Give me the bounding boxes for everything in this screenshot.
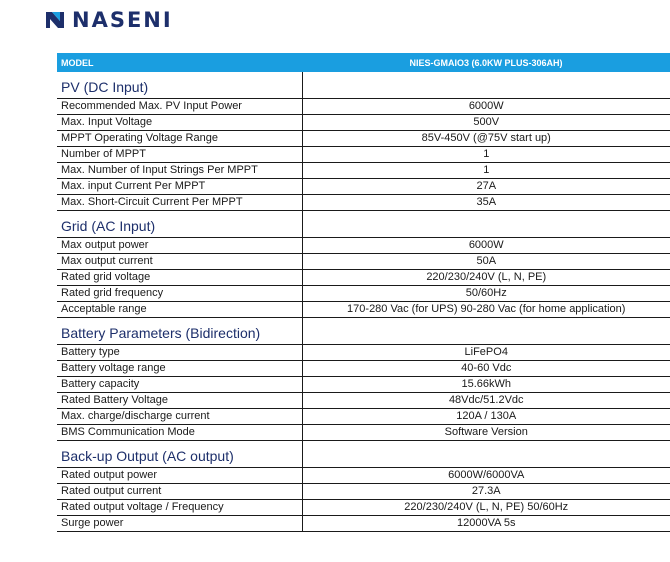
spec-label: Acceptable range: [57, 302, 302, 318]
spec-value: 48Vdc/51.2Vdc: [302, 393, 670, 409]
table-row: [57, 147, 670, 163]
table-row: [57, 468, 670, 484]
table-row: [57, 254, 670, 270]
spec-label: Battery type: [57, 345, 302, 361]
table-row: [57, 425, 670, 441]
spec-label: Battery capacity: [57, 377, 302, 393]
table-row: [57, 238, 670, 254]
spec-value: 220/230/240V (L, N, PE) 50/60Hz: [302, 500, 670, 516]
spec-label: Rated output power: [57, 468, 302, 484]
spec-value: LiFePO4: [302, 345, 670, 361]
spec-label: Number of MPPT: [57, 147, 302, 163]
spec-label: Rated output voltage / Frequency: [57, 500, 302, 516]
section-title-spacer: [302, 318, 670, 345]
section-title-spacer: [302, 211, 670, 238]
table-header-row: [57, 53, 670, 72]
spec-value: 40-60 Vdc: [302, 361, 670, 377]
spec-label: Max. charge/discharge current: [57, 409, 302, 425]
table-row: [57, 393, 670, 409]
naseni-logo-icon: [44, 9, 66, 31]
table-row: [57, 195, 670, 211]
spec-value: 120A / 130A: [302, 409, 670, 425]
spec-value: 27A: [302, 179, 670, 195]
spec-value: 35A: [302, 195, 670, 211]
table-row: [57, 500, 670, 516]
spec-value: 1: [302, 163, 670, 179]
spec-label: Surge power: [57, 516, 302, 532]
section-title: Back-up Output (AC output): [57, 441, 302, 468]
section-title: Battery Parameters (Bidirection): [57, 318, 302, 345]
spec-label: Max. Input Voltage: [57, 115, 302, 131]
spec-value: 220/230/240V (L, N, PE): [302, 270, 670, 286]
table-row: [57, 99, 670, 115]
section-title-spacer: [302, 72, 670, 99]
spec-value: 6000W: [302, 99, 670, 115]
spec-value: 27.3A: [302, 484, 670, 500]
spec-label: Rated grid voltage: [57, 270, 302, 286]
table-row: [57, 286, 670, 302]
spec-label: Battery voltage range: [57, 361, 302, 377]
section-title: PV (DC Input): [57, 72, 302, 99]
spec-label: Rated output current: [57, 484, 302, 500]
logo-text: NASENI: [72, 8, 173, 32]
spec-label: Max output power: [57, 238, 302, 254]
table-row: [57, 115, 670, 131]
spec-label: Rated grid frequency: [57, 286, 302, 302]
spec-label: Max output current: [57, 254, 302, 270]
table-row: [57, 361, 670, 377]
naseni-logo: [44, 8, 173, 32]
spec-value: 170-280 Vac (for UPS) 90-280 Vac (for home application): [302, 302, 670, 318]
table-body: [57, 72, 670, 532]
table-row: [57, 516, 670, 532]
table-row: [57, 345, 670, 361]
spec-label: Recommended Max. PV Input Power: [57, 99, 302, 115]
spec-value: 50A: [302, 254, 670, 270]
spec-label: Rated Battery Voltage: [57, 393, 302, 409]
section-title: Grid (AC Input): [57, 211, 302, 238]
table-row: [57, 163, 670, 179]
spec-value: 500V: [302, 115, 670, 131]
spec-label: MPPT Operating Voltage Range: [57, 131, 302, 147]
section-row: [57, 211, 670, 238]
spec-value: 50/60Hz: [302, 286, 670, 302]
header-model-label: MODEL: [57, 53, 302, 72]
spec-value: 85V-450V (@75V start up): [302, 131, 670, 147]
spec-value: 1: [302, 147, 670, 163]
spec-value: Software Version: [302, 425, 670, 441]
spec-label: Max. Number of Input Strings Per MPPT: [57, 163, 302, 179]
table-row: [57, 409, 670, 425]
spec-label: BMS Communication Mode: [57, 425, 302, 441]
spec-value: 12000VA 5s: [302, 516, 670, 532]
table-row: [57, 302, 670, 318]
spec-value: 6000W: [302, 238, 670, 254]
table-row: [57, 179, 670, 195]
table-row: [57, 131, 670, 147]
spec-table: [57, 53, 670, 532]
spec-value: 6000W/6000VA: [302, 468, 670, 484]
section-title-spacer: [302, 441, 670, 468]
spec-label: Max. Short-Circuit Current Per MPPT: [57, 195, 302, 211]
table-row: [57, 270, 670, 286]
header-model-value: NIES-GMAIO3 (6.0KW PLUS-306AH): [302, 53, 670, 72]
table-row: [57, 484, 670, 500]
spec-label: Max. input Current Per MPPT: [57, 179, 302, 195]
section-row: [57, 72, 670, 99]
table-row: [57, 377, 670, 393]
section-row: [57, 318, 670, 345]
spec-value: 15.66kWh: [302, 377, 670, 393]
section-row: [57, 441, 670, 468]
